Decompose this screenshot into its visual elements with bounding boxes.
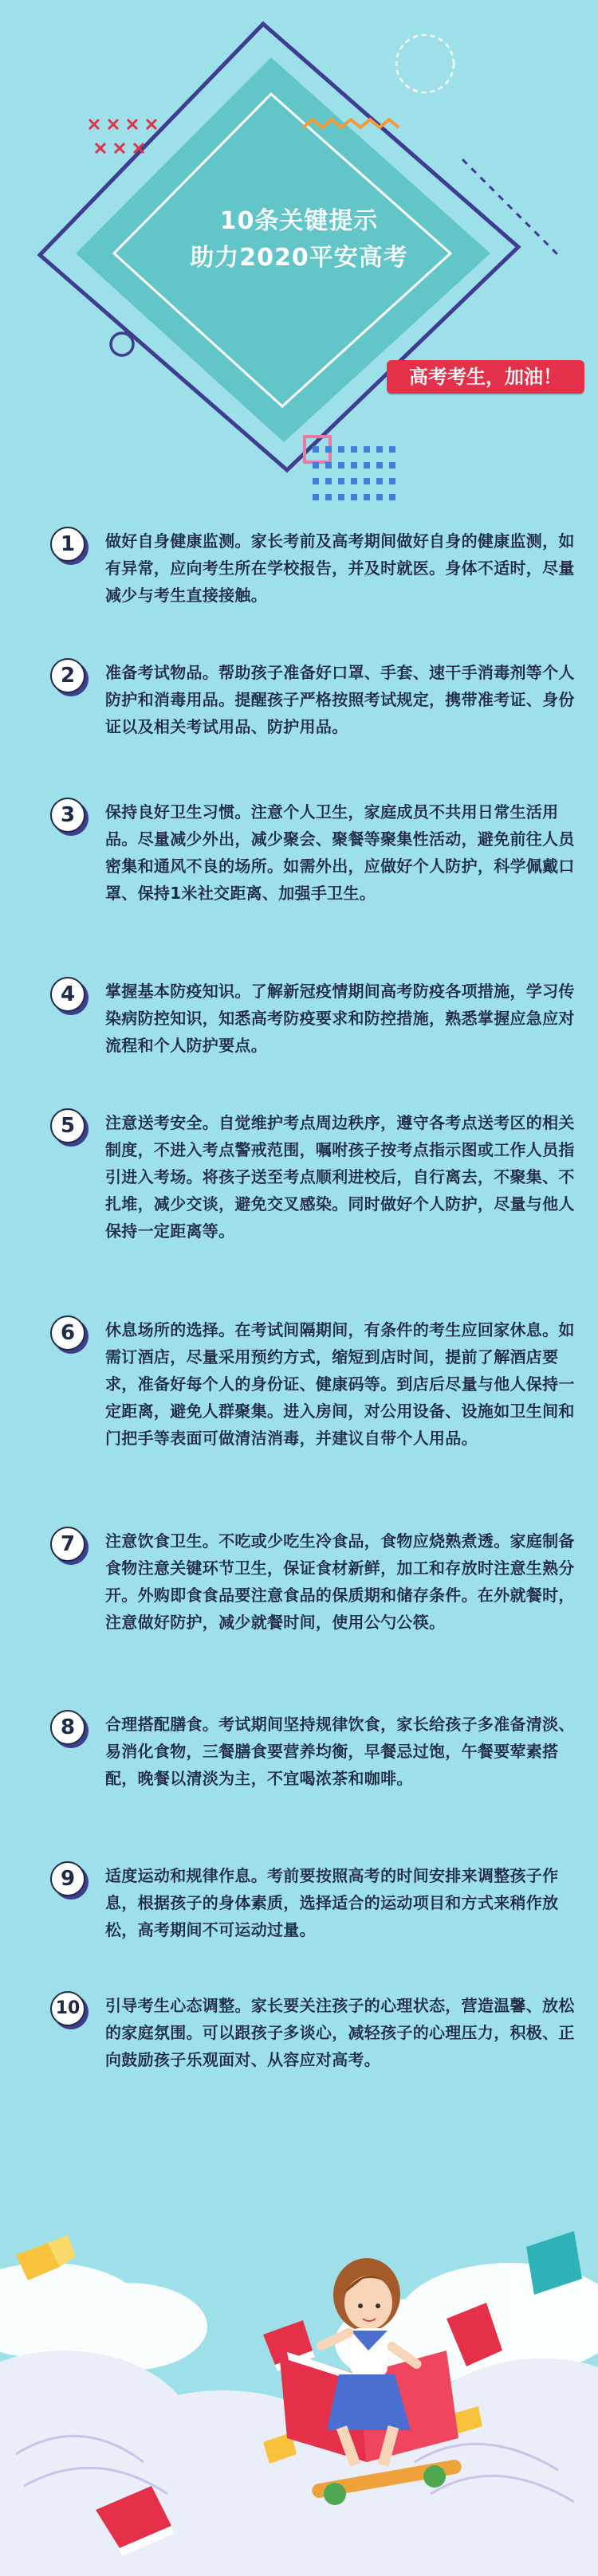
tip-text: 保持良好卫生习惯。注意个人卫生，家庭成员不共用日常生活用品。尽量减少外出，减少聚会、聚餐等聚集性活动，避免前往人员密集和通风不良的场所。如需外出，应做好个人防护，科学佩戴口罩、保持1米社交距离、加强手卫生。 <box>105 802 575 903</box>
dot-grid-icon <box>313 446 395 500</box>
number-circle-icon <box>49 976 91 1017</box>
cross-marks-icon <box>89 120 156 153</box>
tip-text: 注意送考安全。自觉维护考点周边秩序，遵守各考点送考区的相关制度，不进入考点警戒范围，嘱咐孩子按考点指示图或工作人员指引进入考场。将孩子送至考点顺利进校后，自行离去，不聚集、不扎堆，减少交谈，避免交叉感染。同时做好个人防护，尽量与他人保持一定距离等。 <box>105 1113 575 1241</box>
tip-text: 做好自身健康监测。家长考前及高考期间做好自身的健康监测，如有异常，应向考生所在学校报告，并及时就医。身体不适时，尽量减少与考生直接接触。 <box>105 531 575 605</box>
tip-text: 掌握基本防疫知识。了解新冠疫情期间高考防疫各项措施，学习传染病防控知识，知悉高考防疫要求和防控措施，熟悉掌握应急应对流程和个人防护要点。 <box>105 982 575 1055</box>
poster-title <box>0 203 598 276</box>
tip-text: 合理搭配膳食。考试期间坚持规律饮食，家长给孩子多准备清淡、易消化食物，三餐膳食要营养均衡，早餐忌过饱，午餐要荤素搭配，晚餐以清淡为主，不宜喝浓茶和咖啡。 <box>105 1715 575 1788</box>
tip-text: 引导考生心态调整。家长要关注孩子的心理状态，营造温馨、放松的家庭氛围。可以跟孩子多谈心，减轻孩子的心理压力，积极、正向鼓励孩子乐观面对、从容应对高考。 <box>105 1996 575 2069</box>
tip-number: 3 <box>60 803 76 827</box>
tip-number: 9 <box>60 1867 76 1891</box>
title-line-1: 10条关键提示 <box>219 207 379 235</box>
tip-number: 7 <box>60 1532 76 1556</box>
tip-number: 10 <box>55 1998 81 2018</box>
tip-number: 1 <box>60 532 76 556</box>
title-line-2: 助力2020平安高考 <box>190 244 408 272</box>
number-circle-icon <box>49 1315 91 1356</box>
tip-number: 2 <box>60 664 76 688</box>
number-circle-icon <box>49 1860 91 1902</box>
tip-number: 6 <box>60 1321 76 1345</box>
number-circle-icon <box>49 1108 91 1149</box>
tip-number: 4 <box>60 982 76 1006</box>
number-circle-icon <box>49 1990 91 2032</box>
tip-text: 适度运动和规律作息。考前要按照高考的时间安排来调整孩子作息，根据孩子的身体素质，选择适合的运动项目和方式来稍作放松，高考期间不可运动过量。 <box>105 1866 559 1939</box>
ring-icon <box>111 333 133 355</box>
tip-text: 准备考试物品。帮助孩子准备好口罩、手套、速干手消毒剂等个人防护和消毒用品。提醒孩子严格按照考试规定，携带准考证、身份证以及相关考试用品、防护用品。 <box>105 663 575 736</box>
footer-illustration <box>0 2111 598 2576</box>
tip-text: 注意饮食卫生。不吃或少吃生冷食品，食物应烧熟煮透。家庭制备食物注意关键环节卫生，保证食材新鲜，加工和存放时注意生熟分开。外购即食食品要注意食品的保质期和储存条件。在外就餐时，注意做好防护，减少就餐时间，使用公勺公筷。 <box>105 1531 575 1632</box>
number-circle-icon <box>49 526 91 567</box>
number-circle-icon <box>49 797 91 838</box>
dashed-circle-icon <box>396 35 454 92</box>
cheer-badge: 高考考生，加油！ <box>387 360 584 394</box>
tip-number: 8 <box>60 1715 76 1739</box>
tip-text: 休息场所的选择。在考试间隔期间，有条件的考生应回家休息。如需订酒店，尽量采用预约方式，缩短到店时间，提前了解酒店要求，准备好每个人的身份证、健康码等。到店后尽量与他人保持一定距离，避免人群聚集。进入房间，对公用设备、设施如卫生间和门把手等表面可做清洁消毒，并建议自带个人用品。 <box>105 1320 575 1448</box>
number-circle-icon <box>49 657 91 699</box>
number-circle-icon <box>49 1709 91 1751</box>
number-circle-icon <box>49 1526 91 1567</box>
tip-number: 5 <box>60 1114 76 1138</box>
